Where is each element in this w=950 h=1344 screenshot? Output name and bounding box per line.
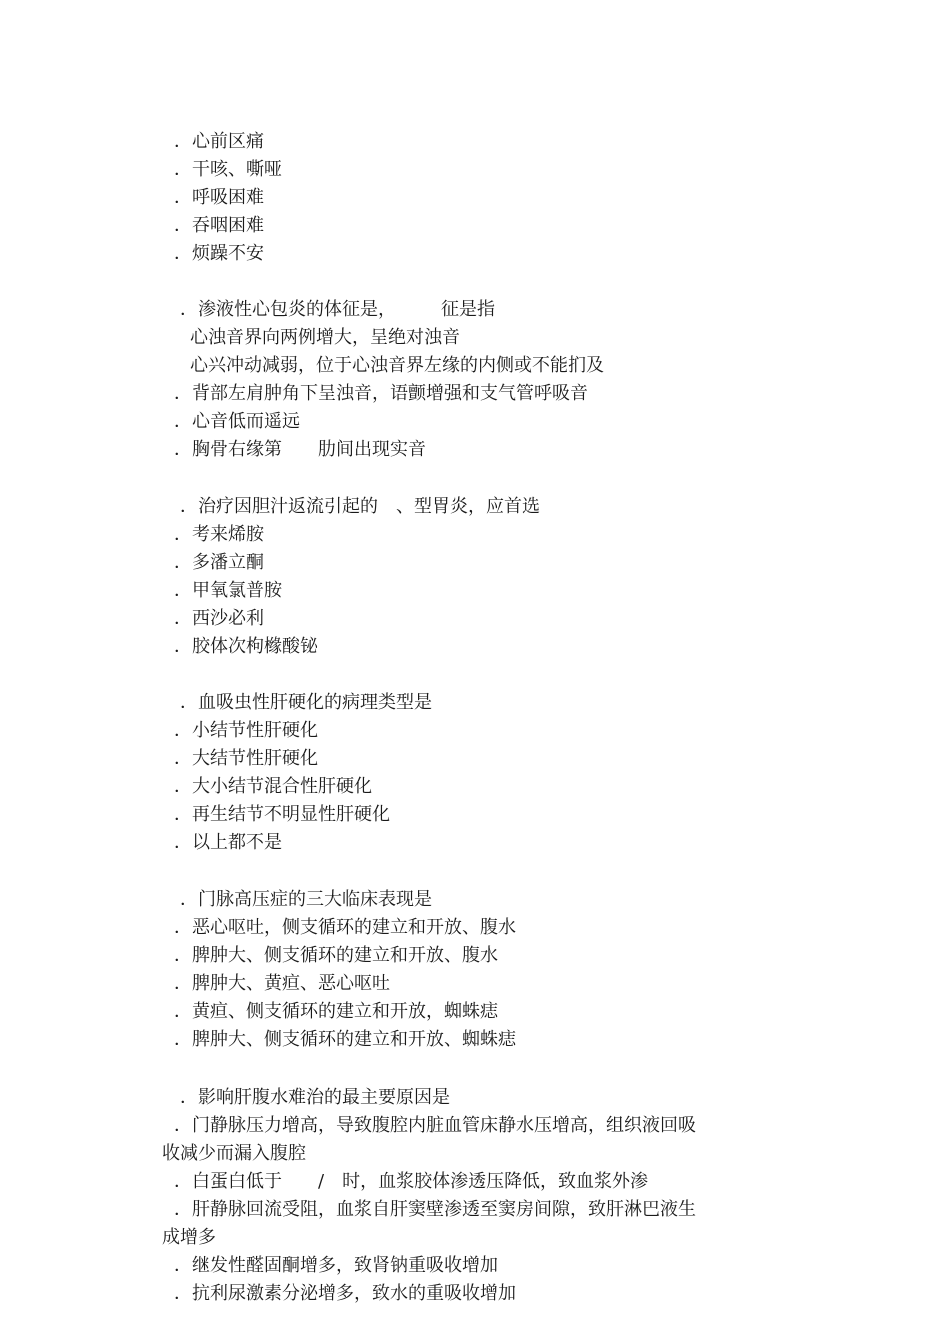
option-line: ．胶体次枸橼酸铋 bbox=[174, 636, 318, 657]
option-line: ．甲氧氯普胺 bbox=[174, 580, 282, 601]
option-line: ．背部左肩肿角下呈浊音，语颤增强和支气管呼吸音 bbox=[174, 383, 588, 404]
option-line: ．呼吸困难 bbox=[174, 187, 264, 208]
option-line: ．白蛋白低于 / 时，血浆胶体渗透压降低，致血浆外渗 bbox=[174, 1171, 649, 1192]
question-stem: ．治疗因胆汁返流引起的 、型胃炎，应首选 bbox=[180, 496, 540, 517]
option-line: ．脾肿大、黄疸、恶心呕吐 bbox=[174, 973, 390, 994]
option-line: ．再生结节不明显性肝硬化 bbox=[174, 804, 390, 825]
option-line: ．抗利尿激素分泌增多，致水的重吸收增加 bbox=[174, 1283, 516, 1304]
option-line: ．心音低而遥远 bbox=[174, 411, 300, 432]
option-line: ．肝静脉回流受阻，血浆自肝窦壁渗透至窦房间隙，致肝淋巴液生 bbox=[174, 1199, 696, 1220]
option-line: ．继发性醛固酮增多，致肾钠重吸收增加 bbox=[174, 1255, 498, 1276]
question-stem: ．渗液性心包炎的体征是， 征是指 bbox=[180, 299, 495, 320]
question-subline: 心兴冲动减弱，位于心浊音界左缘的内侧或不能扪及 bbox=[190, 355, 604, 376]
option-line-continued: 成增多 bbox=[162, 1227, 216, 1248]
option-line: ．烦躁不安 bbox=[174, 243, 264, 264]
option-line: ．多潘立酮 bbox=[174, 552, 264, 573]
option-line: ．大小结节混合性肝硬化 bbox=[174, 776, 372, 797]
option-line: ．大结节性肝硬化 bbox=[174, 748, 318, 769]
option-line: ．吞咽困难 bbox=[174, 215, 264, 236]
option-line: ．干咳、嘶哑 bbox=[174, 159, 282, 180]
option-line: ．门静脉压力增高，导致腹腔内脏血管床静水压增高，组织液回吸 bbox=[174, 1115, 696, 1136]
question-stem: ．影响肝腹水难治的最主要原因是 bbox=[180, 1087, 450, 1108]
option-line: ．心前区痛 bbox=[174, 131, 264, 152]
option-line: ．脾肿大、侧支循环的建立和开放、蜘蛛痣 bbox=[174, 1029, 516, 1050]
option-line: ．小结节性肝硬化 bbox=[174, 720, 318, 741]
option-line-continued: 收减少而漏入腹腔 bbox=[162, 1143, 306, 1164]
option-line: ．恶心呕吐，侧支循环的建立和开放、腹水 bbox=[174, 917, 516, 938]
question-stem: ．血吸虫性肝硬化的病理类型是 bbox=[180, 692, 432, 713]
option-line: ．以上都不是 bbox=[174, 832, 282, 853]
question-subline: 心浊音界向两例增大，呈绝对浊音 bbox=[190, 327, 460, 348]
question-stem: ．门脉高压症的三大临床表现是 bbox=[180, 889, 432, 910]
option-line: ．脾肿大、侧支循环的建立和开放、腹水 bbox=[174, 945, 498, 966]
option-line: ．西沙必利 bbox=[174, 608, 264, 629]
option-line: ．胸骨右缘第 肋间出现实音 bbox=[174, 439, 426, 460]
option-line: ．考来烯胺 bbox=[174, 524, 264, 545]
option-line: ．黄疸、侧支循环的建立和开放，蜘蛛痣 bbox=[174, 1001, 498, 1022]
